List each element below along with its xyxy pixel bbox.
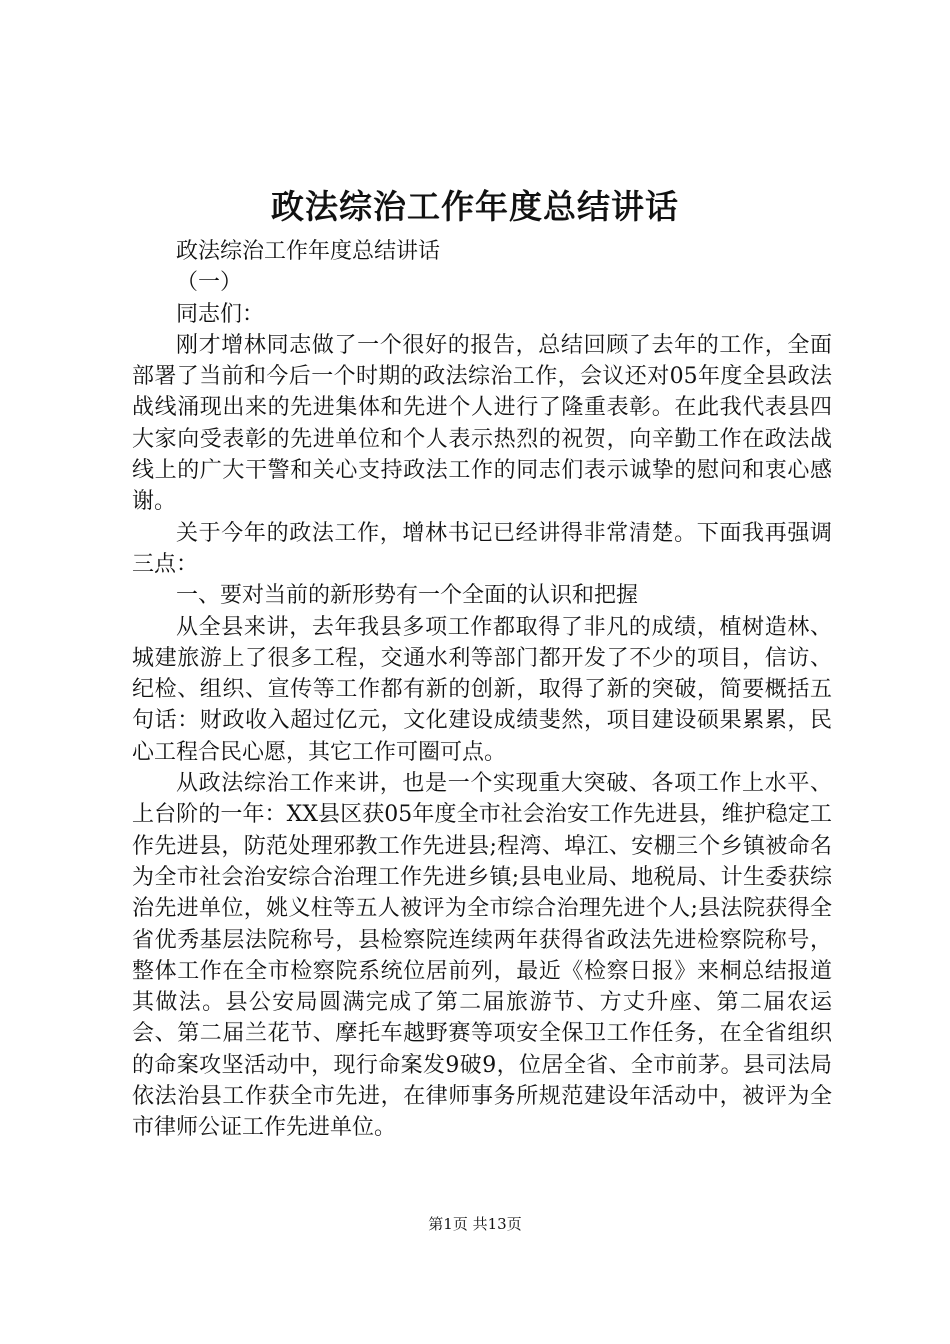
- body-paragraph: 关于今年的政法工作，增林书记已经讲得非常清楚。下面我再强调三点：: [132, 520, 832, 577]
- section-heading: 一、要对当前的新形势有一个全面的认识和把握: [176, 583, 639, 609]
- salutation-paragraph: 同志们：: [176, 301, 265, 327]
- subtitle-paragraph: 政法综治工作年度总结讲话: [176, 239, 441, 264]
- page-number-footer: 第1页 共13页: [428, 1215, 522, 1233]
- document-title: 政法综治工作年度总结讲话: [271, 187, 679, 226]
- body-paragraph: 从政法综治工作来讲，也是一个实现重大突破、各项工作上水平、上台阶的一年：XX县区获05年度全市社会治安工作先进县，维护稳定工作先进县，防范处理邪教工作先进县;程湾、埠江、安棚三个乡镇被命名为全市社会治安综合治理工作先进乡镇;县电业局、地税局、计生委获综治先进单位，姚义柱等五人被评为全市综合治理先进个人;县法院获得全省优秀基层法院称号，县检察院连续两年获得省政法先进检察院称号，整体工作在全市检察院系统位居前列，最近《检察日报》来桐总结报道其做法。县公安局圆满完成了第二届旅游节、方丈升座、第二届农运会、第二届兰花节、摩托车越野赛等项安全保卫工作任务，在全省组织的命案攻坚活动中，现行命案发9破9，位居全省、全市前茅。县司法局依法治县工作获全市先进，在律师事务所规范建设年活动中，被评为全市律师公证工作先进单位。: [132, 771, 832, 1141]
- body-paragraph: 从全县来讲，去年我县多项工作都取得了非凡的成绩，植树造林、城建旅游上了很多工程，交通水利等部门都开发了不少的项目，信访、纪检、组织、宣传等工作都有新的创新，取得了新的突破，简要概括五句话：财政收入超过亿元，文化建设成绩斐然，项目建设硕果累累，民心工程合民心愿，其它工作可圈可点。: [132, 614, 832, 765]
- document-body: [132, 236, 832, 1144]
- body-paragraph: 刚才增林同志做了一个很好的报告，总结回顾了去年的工作，全面部署了当前和今后一个时期的政法综治工作，会议还对05年度全县政法战线涌现出来的先进集体和先进个人进行了隆重表彰。在此我代表县四大家向受表彰的先进单位和个人表示热烈的祝贺，向辛勤工作在政法战线上的广大干警和关心支持政法工作的同志们表示诚挚的慰问和衷心感谢。: [132, 332, 832, 515]
- section-number-paragraph: （一）: [176, 270, 243, 296]
